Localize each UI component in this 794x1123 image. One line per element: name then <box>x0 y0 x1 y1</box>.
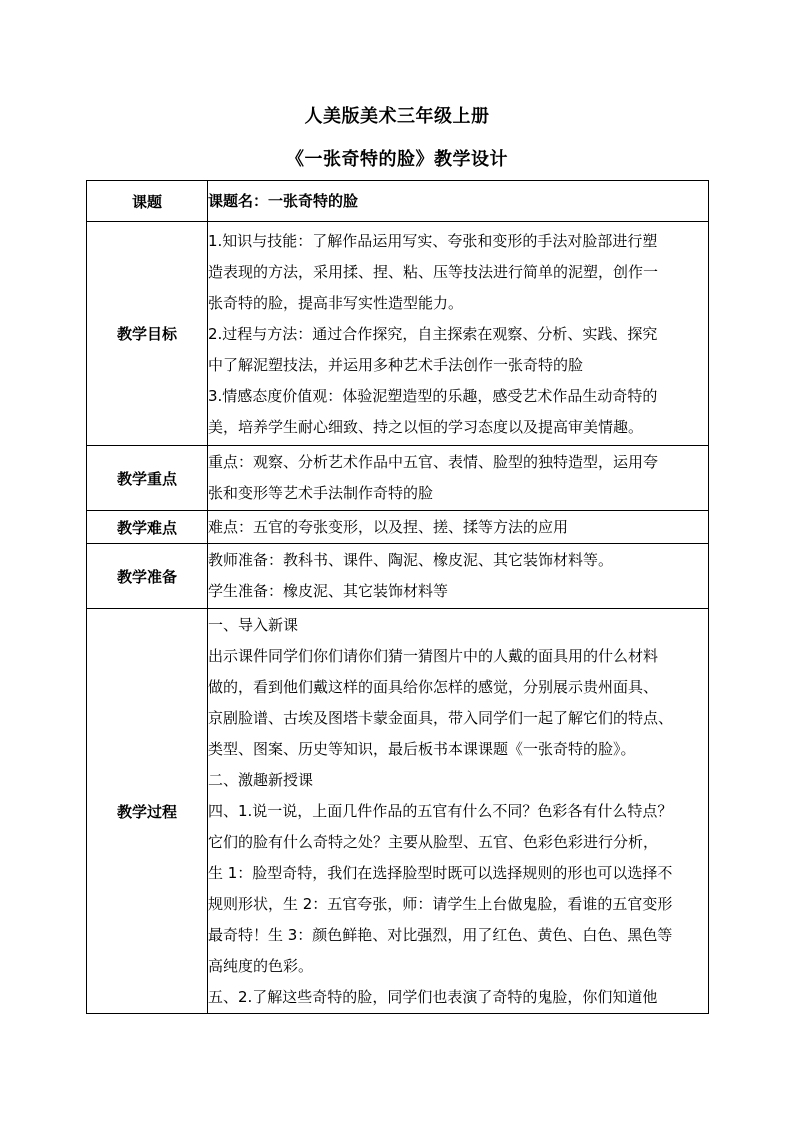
row-label-process: 教学过程 <box>87 609 208 1014</box>
content-line: 一、导入新课 <box>208 616 299 634</box>
document-title: 人美版美术三年级上册 <box>304 106 490 127</box>
document-subtitle: 《一张奇特的脸》教学设计 <box>286 149 508 170</box>
content-line: 最奇特！生 3：颜色鲜艳、对比强烈，用了红色、黄色、白色、黑色等 <box>208 926 673 944</box>
table-row-key-points <box>87 446 709 511</box>
content-line: 规则形状，生 2：五官夸张，师：请学生上台做鬼脸，看谁的五官变形 <box>208 895 673 913</box>
row-content-process <box>208 609 709 1014</box>
content-line: 课题名：一张奇特的脸 <box>208 191 359 210</box>
row-content-difficulties <box>208 511 709 544</box>
content-line: 1.知识与技能：了解作品运用写实、夸张和变形的手法对脸部进行塑 <box>208 232 658 250</box>
content-line: 3.情感态度价值观：体验泥塑造型的乐趣，感受艺术作品生动奇特的 <box>208 387 658 405</box>
content-line: 难点：五官的夸张变形，以及捏、搓、揉等方法的应用 <box>208 517 569 536</box>
content-line: 学生准备：橡皮泥、其它装饰材料等 <box>208 582 449 600</box>
content-line: 重点：观察、分析艺术作品中五官、表情、脸型的独特造型，运用夸 <box>208 453 659 471</box>
row-label-topic: 课题 <box>87 181 208 222</box>
content-line: 五、2.了解这些奇特的脸，同学们也表演了奇特的鬼脸，你们知道他 <box>208 988 658 1006</box>
table-row-topic <box>87 181 709 222</box>
row-content-goals <box>208 222 709 446</box>
content-line: 中了解泥塑技法，并运用多种艺术手法创作一张奇特的脸 <box>208 356 584 374</box>
content-line: 2.过程与方法：通过合作探究，自主探索在观察、分析、实践、探究 <box>208 325 658 343</box>
content-line: 造表现的方法，采用揉、捏、粘、压等技法进行简单的泥塑，创作一 <box>208 263 659 281</box>
row-content-key-points <box>208 446 709 511</box>
content-line: 四、1.说一说，上面几件作品的五官有什么不同？色彩各有什么特点？ <box>208 802 673 820</box>
content-line: 张和变形等艺术手法制作奇特的脸 <box>208 484 434 502</box>
row-label-preparation: 教学准备 <box>87 544 208 609</box>
content-line: 美，培养学生耐心细致、持之以恒的学习态度以及提高审美情趣。 <box>208 418 644 436</box>
content-line: 生 1：脸型奇特，我们在选择脸型时既可以选择规则的形也可以选择不 <box>208 864 673 882</box>
content-line: 它们的脸有什么奇特之处？主要从脸型、五官、色彩色彩进行分析， <box>208 833 659 851</box>
content-line: 教师准备：教科书、课件、陶泥、橡皮泥、其它装饰材料等。 <box>208 551 614 569</box>
content-line: 做的，看到他们戴这样的面具给你怎样的感觉，分别展示贵州面具、 <box>208 678 659 696</box>
table-row-goals <box>87 222 709 446</box>
row-label-difficulties: 教学难点 <box>87 511 208 544</box>
content-line: 张奇特的脸，提高非写实性造型能力。 <box>208 294 464 312</box>
content-line: 二、激趣新授课 <box>208 771 314 789</box>
table-row-preparation <box>87 544 709 609</box>
row-label-goals: 教学目标 <box>87 222 208 446</box>
table-row-process <box>87 609 709 1014</box>
row-label-key-points: 教学重点 <box>87 446 208 511</box>
table-row-difficulties <box>87 511 709 544</box>
content-line: 高纯度的色彩。 <box>208 957 314 975</box>
content-line: 类型、图案、历史等知识，最后板书本课课题《一张奇特的脸》。 <box>208 740 636 758</box>
content-line: 出示课件同学们你们请你们猜一猜图片中的人戴的面具用的什么材料 <box>208 647 659 665</box>
row-content-topic <box>208 181 709 222</box>
lesson-plan-table <box>86 180 709 1014</box>
row-content-preparation <box>208 544 709 609</box>
content-line: 京剧脸谱、古埃及图塔卡蒙金面具，带入同学们一起了解它们的特点、 <box>208 709 674 727</box>
